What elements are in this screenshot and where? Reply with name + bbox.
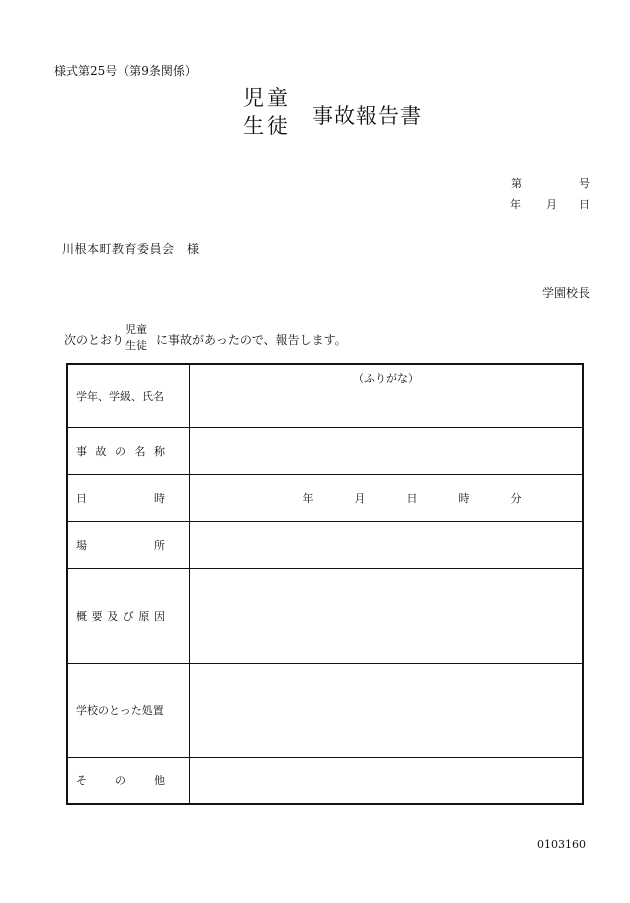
title-main: 事故報告書	[312, 104, 422, 128]
label-student: 学年、学級、氏名	[67, 364, 190, 427]
unit-minute: 分	[510, 491, 522, 505]
label-other: そ の 他	[67, 757, 190, 804]
label-accident-name: 事 故 の 名 称	[67, 427, 190, 474]
reference-day: 日	[579, 198, 590, 211]
unit-month: 月	[354, 491, 366, 505]
document-code: 0103160	[537, 838, 586, 851]
label-datetime: 日 時	[67, 474, 190, 521]
sentence-option-student: 生徒	[125, 339, 147, 352]
reference-date	[510, 196, 590, 212]
unit-hour: 時	[458, 491, 470, 505]
sentence-pre: 次のとおり	[64, 333, 125, 347]
field-place[interactable]	[190, 521, 584, 568]
field-accident-name[interactable]	[190, 427, 584, 474]
row-measures	[67, 663, 583, 757]
label-place: 場 所	[67, 521, 190, 568]
sentence-options	[125, 322, 147, 354]
form-number: 様式第25号（第9条関係）	[54, 64, 197, 78]
row-accident-name	[67, 427, 583, 474]
furigana-note: （ふりがな）	[353, 372, 419, 385]
reference-number	[511, 175, 590, 191]
sentence-post: に事故があったので、報告します。	[156, 333, 347, 347]
reference-month: 月	[546, 198, 557, 211]
row-place	[67, 521, 583, 568]
recipient: 川根本町教育委員会 様	[62, 242, 200, 256]
label-summary: 概 要 及 び 原 因	[67, 568, 190, 663]
field-student[interactable]	[190, 364, 584, 427]
title-options	[243, 84, 303, 140]
title-option-student: 生徒	[243, 114, 291, 138]
field-other[interactable]	[190, 757, 584, 804]
field-summary[interactable]	[190, 568, 584, 663]
unit-year: 年	[302, 491, 314, 505]
label-measures: 学校のとった処置	[67, 663, 190, 757]
row-student	[67, 364, 583, 427]
reference-number-suffix: 号	[579, 177, 590, 190]
principal-title: 学園校長	[541, 286, 590, 300]
row-other	[67, 757, 583, 804]
report-table	[66, 363, 584, 805]
row-summary	[67, 568, 583, 663]
reference-number-prefix: 第	[511, 177, 522, 190]
row-datetime	[67, 474, 583, 521]
sentence-option-child: 児童	[125, 323, 147, 336]
field-datetime[interactable]	[190, 474, 584, 521]
field-measures[interactable]	[190, 663, 584, 757]
unit-day: 日	[406, 491, 418, 505]
title-option-child: 児童	[243, 86, 291, 110]
reference-year: 年	[510, 198, 521, 211]
